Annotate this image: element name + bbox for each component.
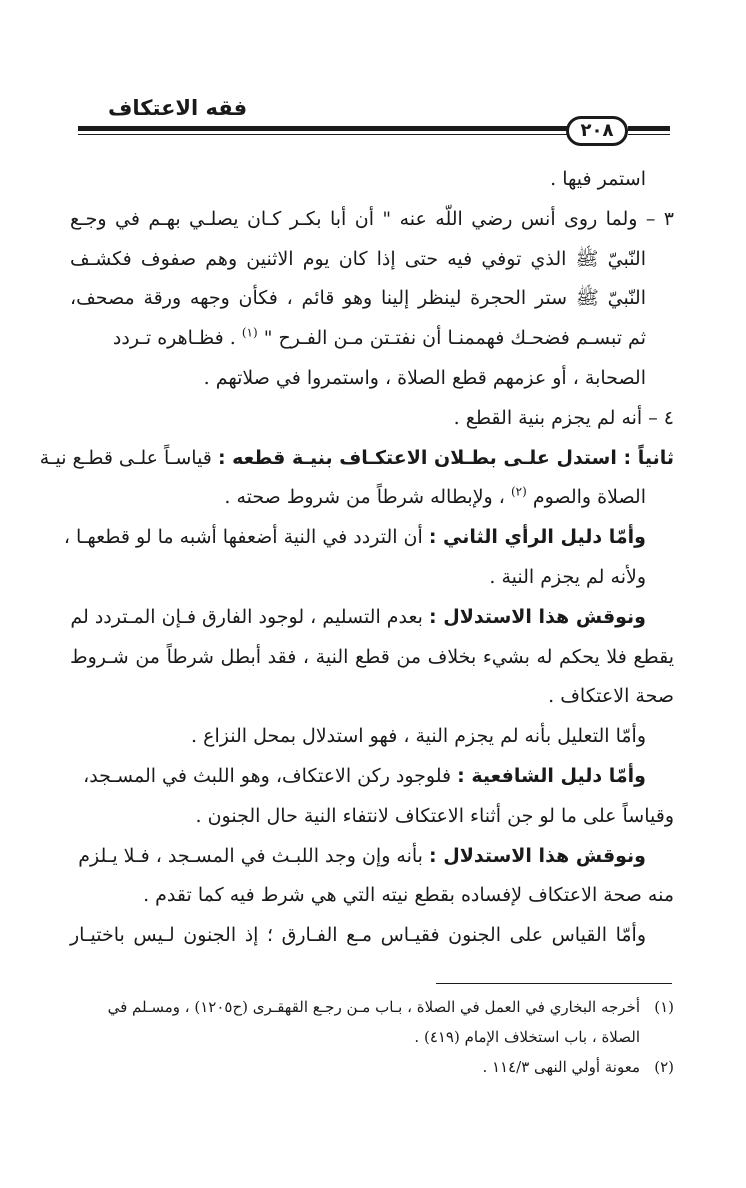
header-rule-thin xyxy=(78,134,568,135)
footnote-item: (١)أخرجه البخاري في العمل في الصلاة ، بـاب مـن رجـع القهقـرى (ح١٢٠٥) ، ومسـلم في xyxy=(72,992,674,1022)
body-line: النّبيّ ﷺ ستر الحجرة لينظر إلينا وهو قائم ، فكأن وجهه ورقة مصحف، xyxy=(70,287,646,310)
body-text xyxy=(39,160,674,956)
body-line: ثانياً : استدل علـى بطـلان الاعتكـاف بنيـة قطعه : قياسـاً علـى قطـع نيـة xyxy=(39,446,674,469)
footnote-separator xyxy=(436,983,672,984)
body-line: منه صحة الاعتكاف لإفساده بقطع نيته التي هي شرط فيه كما تقدم . xyxy=(143,884,674,907)
body-line: ونوقش هذا الاستدلال : بعدم التسليم ، لوجود الفارق فـإن المـتردد لم xyxy=(70,605,646,628)
body-line: الصحابة ، أو عزمهم قطع الصلاة ، واستمروا في صلاتهم . xyxy=(203,366,646,389)
page-number: ٢٠٨ xyxy=(580,120,614,141)
footnotes xyxy=(72,992,674,1082)
body-line: وقياساً على ما لو جن أثناء الاعتكاف لانتفاء النية حال الجنون . xyxy=(195,804,674,827)
footnote-ref: (١) xyxy=(241,325,258,340)
body-line: وأمّا دليل الشافعية : فلوجود ركن الاعتكاف، وهو اللبث في المسـجد، xyxy=(83,764,646,787)
body-line: استمر فيها . xyxy=(550,168,646,190)
body-line: ونوقش هذا الاستدلال : بأنه وإن وجد اللبـث في المسـجد ، فـلا يـلزم xyxy=(78,844,646,867)
footnote-item-continued: الصلاة ، باب استخلاف الإمام (٤١٩) . xyxy=(414,1028,640,1046)
body-line: وأمّا القياس على الجنون فقيـاس مـع الفـارق ؛ إذ الجنون لـيس باختيـار xyxy=(70,924,646,947)
body-line: ولأنه لم يجزم النية . xyxy=(489,565,646,588)
footnote-item: (٢)معونة أولي النهى ١١٤/٣ . xyxy=(72,1052,674,1082)
body-line: الصلاة والصوم $^{(٢)}$ ، ولإبطاله شرطاً من شروط صحته . xyxy=(224,485,646,509)
body-line: ٣ – ولما روى أنس رضي اللّه عنه " أن أبا بكـر كـان يصلـي بهـم في وجـع xyxy=(70,207,674,230)
body-line: وأمّا التعليل بأنه لم يجزم النية ، فهو استدلال بمحل النزاع . xyxy=(191,725,646,748)
footnote-marker: (٢) xyxy=(654,1058,674,1076)
page-number-badge xyxy=(566,116,628,146)
body-line: صحة الاعتكاف . xyxy=(548,685,674,708)
running-title: فقه الاعتكاف xyxy=(108,96,248,120)
footnote-marker: (١) xyxy=(654,998,674,1016)
footnote-ref: (٢) xyxy=(510,485,527,500)
body-line: النّبيّ ﷺ الذي توفي فيه حتى إذا كان يوم الاثنين وهم صفوف فكشـف xyxy=(70,247,646,270)
body-line: ثم تبسـم فضحـك فهممنـا أن نفتـتن مـن الفـرح " $^{(١)}$ . فظـاهره تـردد xyxy=(112,325,646,350)
header-rule-thick-right xyxy=(628,126,670,131)
body-line: ٤ – أنه لم يجزم بنية القطع . xyxy=(453,406,674,429)
body-line: وأمّا دليل الرأي الثاني : أن التردد في النية أضعفها أشبه ما لو قطعهـا ، xyxy=(63,526,646,549)
body-line: يقطع فلا يحكم له بشيء بخلاف من قطع النية ، فقد أبطل شرطاً من شـروط xyxy=(70,645,674,668)
header-rule-thin-right xyxy=(628,134,670,135)
header-rule-thick xyxy=(78,126,568,131)
